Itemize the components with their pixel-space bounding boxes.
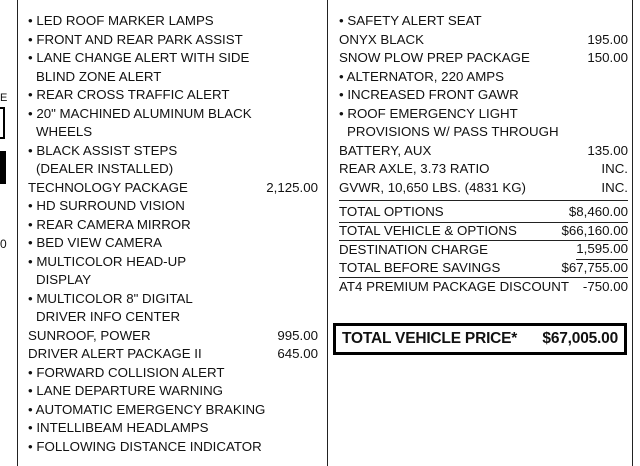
line-item — [339, 12, 628, 31]
line-item — [339, 223, 628, 242]
line-item-label: TOTAL VEHICLE & OPTIONS — [339, 222, 517, 238]
line-item-amount: 135.00 — [587, 142, 628, 158]
line-item-amount: 2,125.00 — [266, 179, 318, 195]
line-item-label: DRIVER ALERT PACKAGE II — [28, 346, 202, 361]
line-item-label: • REAR CAMERA MIRROR — [28, 216, 191, 232]
line-item-label: DESTINATION CHARGE — [339, 242, 488, 257]
line-item — [28, 68, 318, 87]
line-item-label: • LED ROOF MARKER LAMPS — [28, 13, 214, 28]
line-item-label: • REAR CROSS TRAFFIC ALERT — [28, 87, 230, 102]
line-item-label: GVWR, 10,650 LBS. (4831 KG) — [339, 179, 526, 195]
line-item — [28, 308, 318, 327]
line-item — [339, 105, 628, 124]
line-item-label: AT4 PREMIUM PACKAGE DISCOUNT — [339, 279, 570, 294]
line-item — [339, 241, 628, 260]
line-item-label: • BLACK ASSIST STEPS — [28, 142, 178, 158]
line-item — [28, 197, 318, 216]
line-item — [28, 160, 318, 179]
line-item-label: • LANE CHANGE ALERT WITH SIDE — [28, 50, 250, 65]
line-item — [339, 179, 628, 198]
line-item — [339, 204, 628, 223]
line-item-label: TOTAL BEFORE SAVINGS — [339, 259, 501, 275]
totals-separator — [339, 200, 628, 201]
line-item-label: • ROOF EMERGENCY LIGHT — [339, 105, 518, 121]
line-item-amount: $8,460.00 — [568, 204, 628, 219]
line-item — [28, 12, 318, 31]
line-item — [28, 86, 318, 105]
column-divider-right — [632, 0, 633, 466]
column-divider-left — [17, 0, 18, 466]
line-item-label: • 20" MACHINED ALUMINUM BLACK — [28, 105, 252, 121]
line-item-amount: 645.00 — [277, 346, 318, 361]
line-item — [28, 234, 318, 253]
line-item-label: BATTERY, AUX — [339, 142, 432, 158]
line-item — [28, 271, 318, 290]
line-item — [28, 123, 318, 142]
line-item — [28, 142, 318, 161]
line-item-label: • ALTERNATOR, 220 AMPS — [339, 68, 505, 84]
line-item-amount: 1,595.00 — [576, 240, 628, 260]
line-item-label: SNOW PLOW PREP PACKAGE — [339, 50, 530, 65]
line-item-label: • INCREASED FRONT GAWR — [339, 87, 519, 102]
line-item — [28, 216, 318, 235]
line-item-amount: 195.00 — [587, 31, 628, 47]
total-price-amount: $67,005.00 — [542, 330, 618, 347]
options-column-right — [339, 12, 628, 297]
line-item — [28, 253, 318, 272]
total-price-label: TOTAL VEHICLE PRICE* — [342, 330, 518, 347]
line-item — [28, 364, 318, 383]
line-item — [28, 327, 318, 346]
line-item-label: REAR AXLE, 3.73 RATIO — [339, 161, 490, 176]
line-item-label: PROVISIONS W/ PASS THROUGH — [347, 124, 559, 139]
line-item-label: • INTELLIBEAM HEADLAMPS — [28, 420, 209, 435]
line-item-amount: 150.00 — [587, 50, 628, 65]
line-item-label: • SAFETY ALERT SEAT — [339, 13, 482, 28]
total-vehicle-price-box — [333, 323, 627, 355]
line-item-label: (DEALER INSTALLED) — [36, 161, 174, 176]
left-page-fragment — [0, 0, 18, 466]
line-item-label: • AUTOMATIC EMERGENCY BRAKING — [28, 401, 266, 417]
cut-off-black-block — [0, 151, 6, 184]
line-item-amount: $66,160.00 — [561, 222, 628, 238]
line-item-label: SUNROOF, POWER — [28, 327, 151, 343]
line-item-label: • LANE DEPARTURE WARNING — [28, 383, 224, 398]
line-item-label: • FRONT AND REAR PARK ASSIST — [28, 31, 243, 47]
line-item-amount: $67,755.00 — [561, 259, 628, 275]
line-item-amount: 995.00 — [277, 327, 318, 343]
line-item-amount: INC. — [601, 179, 628, 195]
line-item — [28, 401, 318, 420]
line-item-label: • FORWARD COLLISION ALERT — [28, 364, 225, 380]
line-item — [339, 68, 628, 87]
cut-off-number: 0 — [0, 237, 7, 251]
line-item — [28, 179, 318, 198]
line-item — [339, 123, 628, 142]
line-item-label: • BED VIEW CAMERA — [28, 235, 162, 250]
line-item — [339, 260, 628, 279]
line-item-label: • MULTICOLOR HEAD-UP — [28, 253, 187, 269]
line-item-label: ONYX BLACK — [339, 31, 424, 47]
line-item — [339, 86, 628, 105]
line-item — [339, 49, 628, 68]
cut-off-letter: E — [0, 92, 8, 104]
line-item — [339, 142, 628, 161]
line-item — [339, 31, 628, 50]
line-item-label: BLIND ZONE ALERT — [36, 68, 162, 84]
line-item — [28, 49, 318, 68]
line-item-label: WHEELS — [36, 124, 93, 139]
line-item-label: DISPLAY — [36, 272, 92, 287]
line-item-amount: -750.00 — [582, 279, 628, 294]
line-item — [28, 419, 318, 438]
line-item — [28, 382, 318, 401]
line-item-label: TOTAL OPTIONS — [339, 204, 444, 219]
option-list-left — [28, 12, 318, 456]
line-item — [28, 290, 318, 309]
cut-off-box — [0, 107, 5, 139]
line-item-amount: INC. — [601, 161, 628, 176]
line-item-label: • FOLLOWING DISTANCE INDICATOR — [28, 438, 262, 454]
line-item — [28, 31, 318, 50]
line-item — [28, 438, 318, 457]
totals-list — [339, 204, 628, 297]
option-list-right — [339, 12, 628, 197]
line-item-label: DRIVER INFO CENTER — [36, 309, 181, 324]
line-item-label: • MULTICOLOR 8" DIGITAL — [28, 290, 193, 306]
line-item — [28, 105, 318, 124]
line-item — [28, 345, 318, 364]
line-item — [339, 160, 628, 179]
line-item-label: • HD SURROUND VISION — [28, 198, 185, 213]
options-column-left — [28, 12, 318, 456]
line-item-label: TECHNOLOGY PACKAGE — [28, 179, 188, 195]
column-divider-middle — [327, 0, 328, 466]
line-item — [339, 278, 628, 297]
